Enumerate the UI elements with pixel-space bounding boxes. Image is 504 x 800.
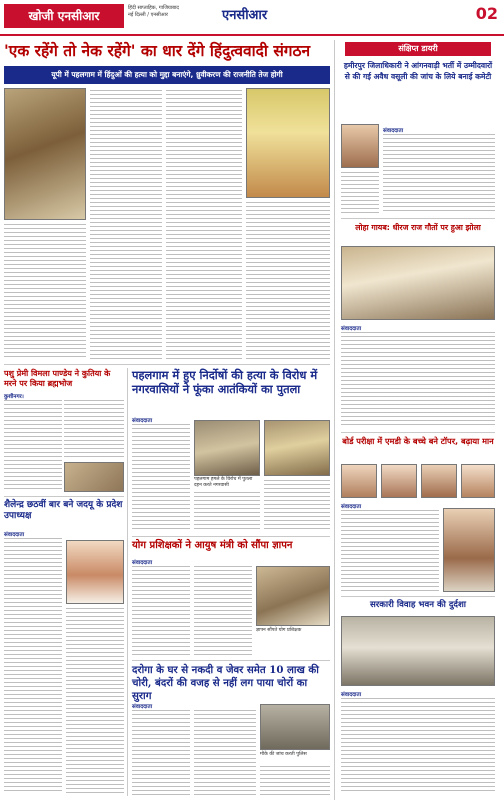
right-story3-photo3 (421, 464, 457, 498)
header-meta-line2: नई दिल्ली / एनसीआर (128, 12, 168, 18)
page-number: 02 (475, 4, 498, 23)
left-story1-byline: कुशीनगर। (4, 394, 24, 400)
center-story2-text (132, 566, 190, 656)
section-label-diary: संक्षिप्त डायरी (345, 42, 491, 56)
right-story3-photo4 (461, 464, 495, 498)
section-title: एनसीआर (222, 8, 268, 23)
divider-right3 (341, 596, 495, 597)
divider-left (4, 496, 124, 497)
left-story2-headline: शैलेन्द्र छठवीं बार बने जदयू के प्रदेश उपाध्यक्ष (4, 500, 123, 522)
right-story3-photo2 (381, 464, 417, 498)
right-story3-text (341, 510, 439, 592)
center-story3-text3 (260, 766, 330, 796)
center-story2-caption: ज्ञापन सौंपते योग प्रशिक्षक (256, 628, 302, 633)
divider-center2 (132, 660, 330, 661)
right-story3-photo1 (341, 464, 377, 498)
right-story3-headline: बोर्ड परीक्षा में एमडी के बच्चे बने टॉपर, बढ़ाया मान (342, 436, 494, 446)
center-story3-byline: संवाददाता (132, 704, 153, 710)
right-story4-photo (341, 616, 495, 686)
masthead (0, 0, 504, 36)
right-story1-photo (341, 124, 379, 168)
center-story1-byline: संवाददाता (132, 418, 153, 424)
center-story1-caption: पहलगाम हमले के विरोध में पुतला दहन करते नगरवासी (194, 477, 253, 488)
right-story1-headline: हमीरपुर जिलाधिकारी ने आंगनवाड़ी भर्ती में उम्मीदवारों से की गई अवैध वसूली की जांच के लिये बनाई कमेटी (343, 61, 493, 81)
center-story3-caption: मौके की जांच करती पुलिस (260, 752, 307, 757)
right-story4-headline: सरकारी विवाह भवन की दुर्दशा (369, 600, 467, 610)
header-meta-line1: हिंदी साप्ताहिक, गाजियाबाद (128, 5, 179, 11)
center-story1-photo (194, 420, 260, 476)
lead-text-col0 (4, 224, 86, 360)
right-story1-text2 (341, 172, 379, 214)
left-story1-headline: पशु प्रेमी विमला पाण्डेय ने कुतिया के मरने पर किया ब्रह्मभोज (4, 368, 111, 388)
right-story4-byline: संवाददाता (341, 692, 362, 698)
right-column (334, 40, 500, 800)
right-story2-headline: लोहा गायब: धीरज राज गौतों पर हुआ झोला (355, 223, 481, 232)
lead-text-col2 (166, 90, 242, 360)
center-story2-text2 (194, 566, 252, 656)
divider-right1 (341, 218, 495, 219)
lead-photo-right (246, 88, 330, 198)
center-story1-headline: पहलगाम में हुए निर्दोषों की हत्या के विरोध में नगरवासियों ने फूंका आतंकियों का पुतला (132, 368, 318, 397)
brand-logo: खोजी एनसीआर (4, 4, 124, 28)
center-story1-text3 (264, 480, 330, 532)
left-story1-text (4, 400, 62, 492)
center-story3-text2 (194, 710, 256, 796)
right-story2-photo (341, 246, 495, 320)
divider-lead (4, 364, 330, 365)
center-story2-headline: योग प्रशिक्षकों ने आयुष मंत्री को सौंपा ज्ञापन (132, 540, 293, 551)
right-story1-text (383, 134, 495, 214)
center-story1-photo2 (264, 420, 330, 476)
left-story2-photo (66, 540, 124, 604)
right-story1-byline: संवाददाता (383, 128, 404, 134)
right-story2-byline: संवाददाता (341, 326, 362, 332)
center-story3-photo (260, 704, 330, 750)
left-story2-text2 (66, 608, 124, 794)
center-story2-photo (256, 566, 330, 626)
center-story3-headline: दरोगा के घर से नकदी व जेवर समेत 10 लाख की चोरी, बंदरों की वजह से नहीं लग पाया चोरों का सुराग (132, 664, 319, 702)
lead-text-col1 (90, 90, 162, 360)
right-story3-photo5 (443, 508, 495, 592)
lead-photo-left (4, 88, 86, 220)
right-story4-text (341, 698, 495, 794)
right-story3-byline: संवाददाता (341, 504, 362, 510)
lead-text-col3 (246, 202, 330, 360)
lead-headline: 'एक रहेंगे तो नेक रहेंगे' का धार देंगे हिंदुत्ववादी संगठन (4, 41, 311, 60)
center-story2-byline: संवाददाता (132, 560, 153, 566)
center-story1-text (132, 424, 190, 532)
right-story2-text (341, 332, 495, 428)
divider-vertical-left (127, 368, 128, 796)
left-story1-photo (64, 462, 124, 492)
left-story2-text (4, 538, 62, 794)
left-story2-byline: संवाददाता (4, 532, 25, 538)
lead-subhead: यूपी में पहलगाम में हिंदुओं की हत्या को मुद्दा बनाएंगे, ध्रुवीकरण की राजनीति तेज होगी (4, 66, 330, 84)
left-story1-text2 (64, 400, 124, 460)
divider-right2 (341, 432, 495, 433)
center-story1-text2 (194, 492, 260, 532)
center-story3-text (132, 710, 190, 796)
divider-center1 (132, 536, 330, 537)
